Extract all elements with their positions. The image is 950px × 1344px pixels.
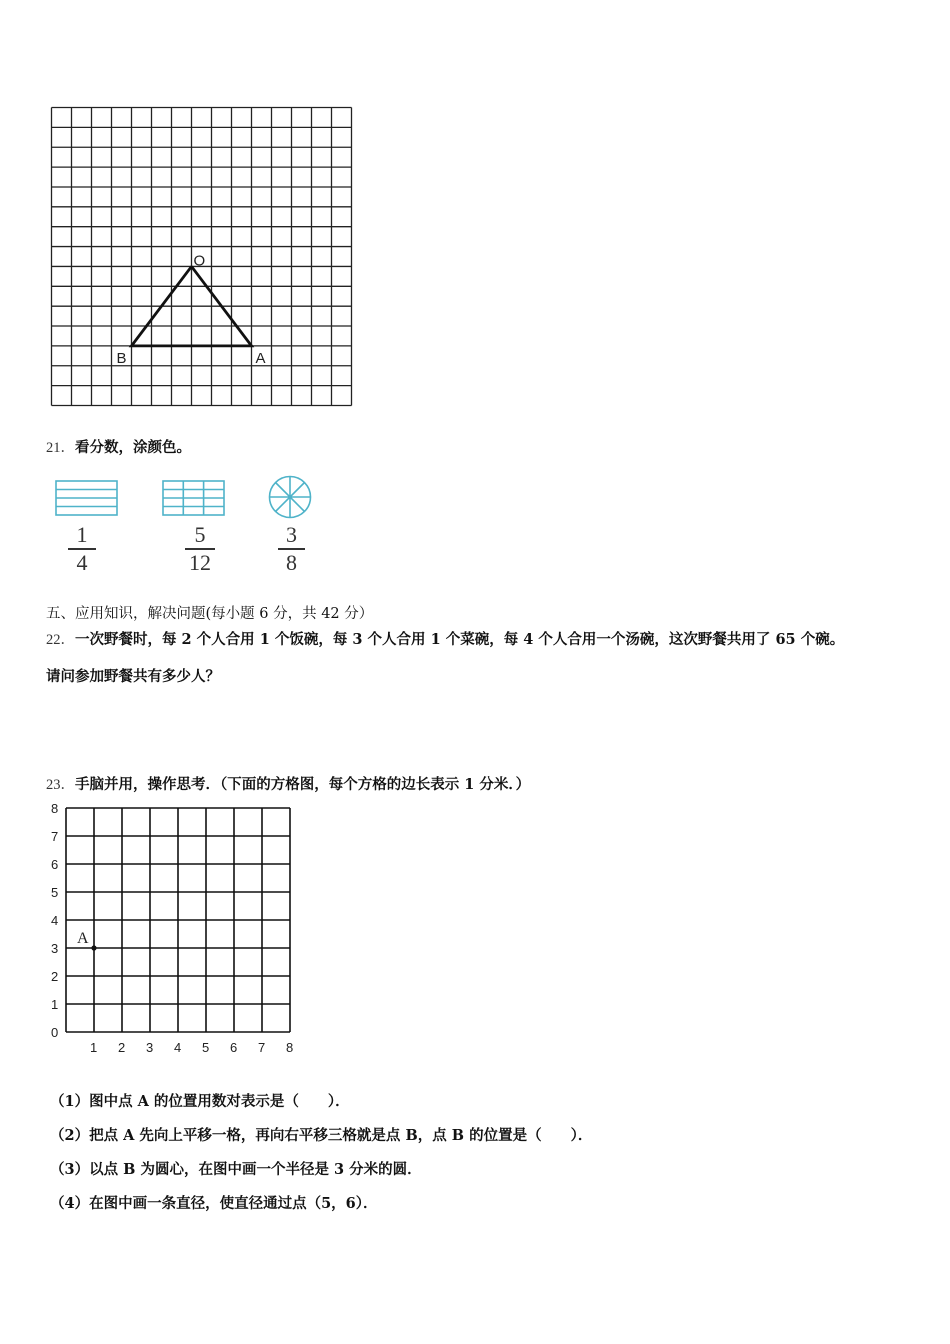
y-tick-label: 1 [51,997,59,1012]
y-tick-label: 8 [51,801,59,816]
q23-text: 手脑并用，操作思考．（下面的方格图，每个方格的边长表示 1 分米．） [75,776,531,793]
subquestion-1: （1）图中点 A 的位置用数对表示是（ ）． [50,1093,350,1110]
q23-number: 23． [46,777,75,793]
fraction-shape-rectangle-quarters [55,480,119,517]
y-tick-label: 2 [51,969,59,984]
x-tick-label: 2 [118,1040,126,1055]
triangle-grid-figure [50,106,354,408]
fraction-shape-rectangle-twelfths [162,480,226,517]
vertex-label-b: B [116,349,127,367]
x-tick-label: 8 [286,1040,294,1055]
fraction-three-eighths [278,524,305,574]
subquestion-4: （4）在图中画一条直径，使直径通过点（5，6）． [50,1195,378,1212]
q21-prompt [46,436,191,457]
q22-number: 22． [46,632,75,648]
x-tick-label: 7 [258,1040,266,1055]
y-tick-label: 0 [51,1025,59,1040]
x-tick-label: 5 [202,1040,210,1055]
y-tick-label: 5 [51,885,59,900]
coordinate-grid [44,800,304,1058]
q23-prompt [46,773,530,794]
q23-subquestions [50,1090,592,1226]
q22-line2: 请问参加野餐共有多少人？ [46,668,220,685]
fraction-one-quarter [68,524,96,574]
vertex-label-a: A [255,349,266,367]
numerator: 1 [76,522,88,547]
subquestion-2: （2）把点 A 先向上平移一格，再向右平移三格就是点 B，点 B 的位置是（ ）． [50,1127,593,1144]
fraction-five-twelfths [185,524,215,574]
y-tick-label: 4 [51,913,59,928]
point-a [91,945,96,950]
y-tick-label: 7 [51,829,59,844]
point-a-label: A [77,930,89,947]
x-tick-label: 3 [146,1040,154,1055]
subquestion-3: （3）以点 B 为圆心，在图中画一个半径是 3 分米的圆． [50,1161,422,1178]
section-heading: 五、应用知识，解决问题(每小题 6 分，共 42 分） [46,606,374,622]
vertex-label-o: O [193,252,206,270]
denominator: 4 [76,549,88,575]
y-tick-label: 6 [51,857,59,872]
y-tick-label: 3 [51,941,59,956]
numerator: 5 [194,522,206,547]
denominator: 12 [189,549,211,575]
q22-line1 [46,628,844,649]
x-tick-label: 1 [90,1040,98,1055]
denominator: 8 [286,549,297,575]
q22-text: 一次野餐时，每 2 个人合用 1 个饭碗，每 3 个人合用 1 个菜碗，每 4 个人合用一个汤碗，这次野餐共用了 65 个碗。 [75,631,845,648]
q21-text: 看分数，涂颜色。 [75,439,191,456]
numerator: 3 [286,522,297,547]
fraction-shape-circle-eighths [267,474,313,520]
x-tick-label: 6 [230,1040,238,1055]
q21-number: 21． [46,440,75,456]
x-tick-label: 4 [174,1040,182,1055]
